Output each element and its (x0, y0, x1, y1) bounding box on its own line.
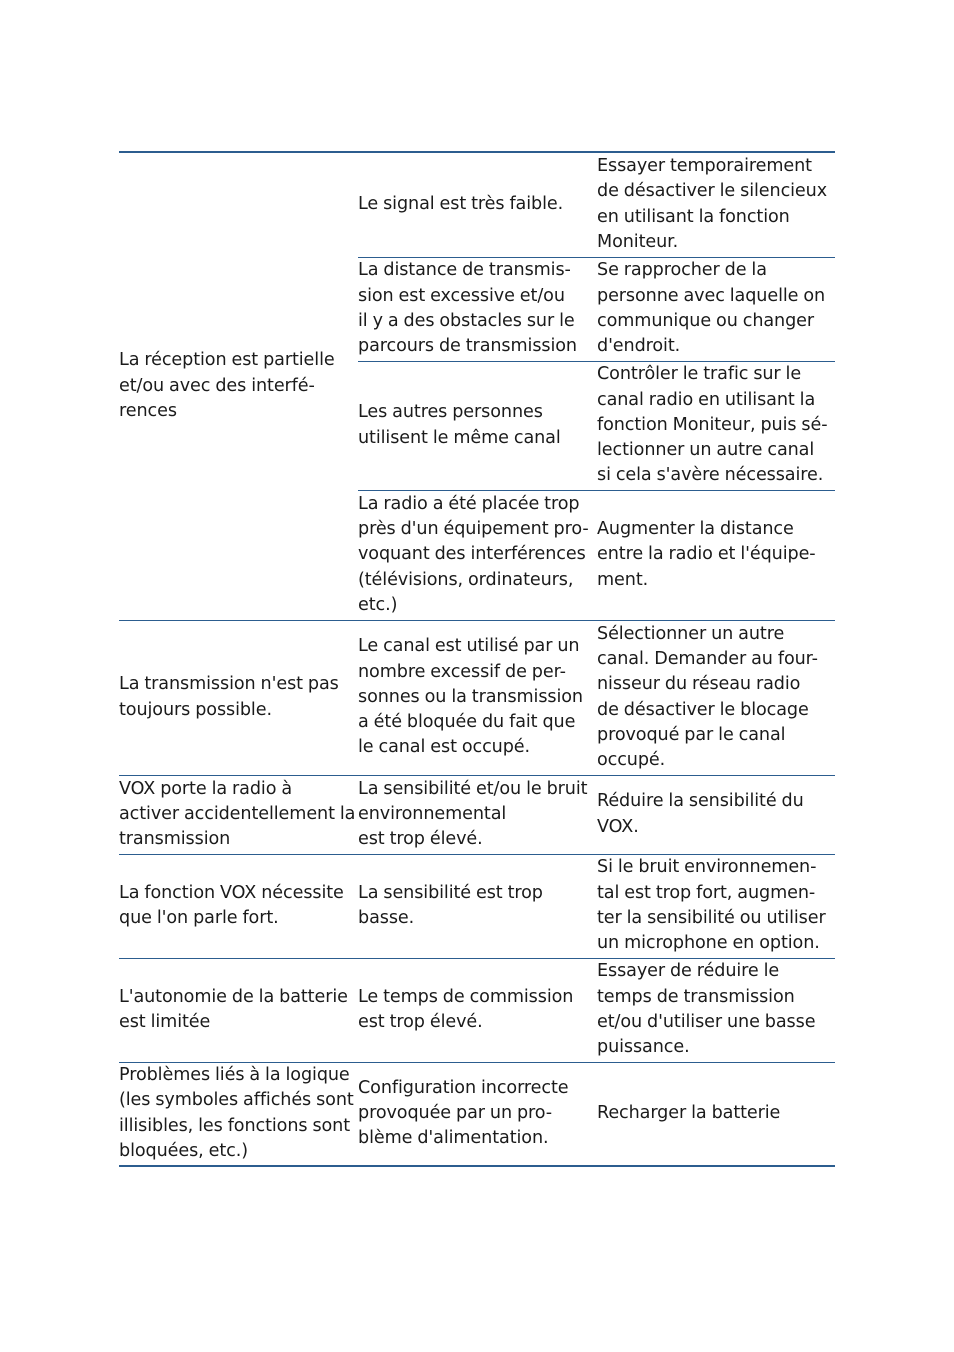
solution-cell: Recharger la batterie (597, 1062, 835, 1166)
solution-cell: Si le bruit environnemen- tal est trop fort, augmen- ter la sensibilité ou utiliser un microphone en option. (597, 854, 835, 958)
problem-cell: La transmission n'est pas toujours possible. (119, 620, 358, 775)
cause-cell: Les autres personnes utilisent le même canal (358, 361, 597, 490)
table-row (119, 854, 835, 958)
table-row (119, 620, 835, 775)
problem-cell: VOX porte la radio à activer accidentellement la transmission (119, 775, 358, 854)
cause-cell: La distance de transmis- sion est excessive et/ou il y a des obstacles sur le parcours de transmission (358, 257, 597, 361)
solution-cell: Réduire la sensibilité du VOX. (597, 775, 835, 854)
problem-cell: La fonction VOX nécessite que l'on parle fort. (119, 854, 358, 958)
cause-cell: Le canal est utilisé par un nombre excessif de per- sonnes ou la transmission a été bloquée du fait que le canal est occupé. (358, 620, 597, 775)
cause-cell: Le signal est très faible. (358, 152, 597, 257)
troubleshooting-table (119, 151, 835, 1167)
table-row (119, 152, 835, 257)
cause-cell: La sensibilité et/ou le bruit environnemental est trop élevé. (358, 775, 597, 854)
solution-cell: Contrôler le trafic sur le canal radio en utilisant la fonction Moniteur, puis sé- lectionner un autre canal si cela s'avère nécessaire. (597, 361, 835, 490)
table-row (119, 775, 835, 854)
document-page (119, 151, 835, 1167)
solution-cell: Essayer temporairement de désactiver le silencieux en utilisant la fonction Moniteur. (597, 152, 835, 257)
solution-cell: Se rapprocher de la personne avec laquelle on communique ou changer d'endroit. (597, 257, 835, 361)
solution-cell: Essayer de réduire le temps de transmission et/ou d'utiliser une basse puissance. (597, 958, 835, 1062)
problem-cell: La réception est partielle et/ou avec des interfé- rences (119, 152, 358, 620)
solution-cell: Augmenter la distance entre la radio et l'équipe- ment. (597, 490, 835, 620)
cause-cell: La radio a été placée trop près d'un équipement pro- voquant des interférences (télévisions, ordinateurs, etc.) (358, 490, 597, 620)
solution-cell: Sélectionner un autre canal. Demander au four- nisseur du réseau radio de désactiver le blocage provoqué par le canal occupé. (597, 620, 835, 775)
table-row (119, 1062, 835, 1166)
cause-cell: Le temps de commission est trop élevé. (358, 958, 597, 1062)
problem-cell: Problèmes liés à la logique (les symboles affichés sont illisibles, les fonctions sont bloquées, etc.) (119, 1062, 358, 1166)
cause-cell: La sensibilité est trop basse. (358, 854, 597, 958)
problem-cell: L'autonomie de la batterie est limitée (119, 958, 358, 1062)
cause-cell: Configuration incorrecte provoquée par un pro- blème d'alimentation. (358, 1062, 597, 1166)
table-row (119, 958, 835, 1062)
